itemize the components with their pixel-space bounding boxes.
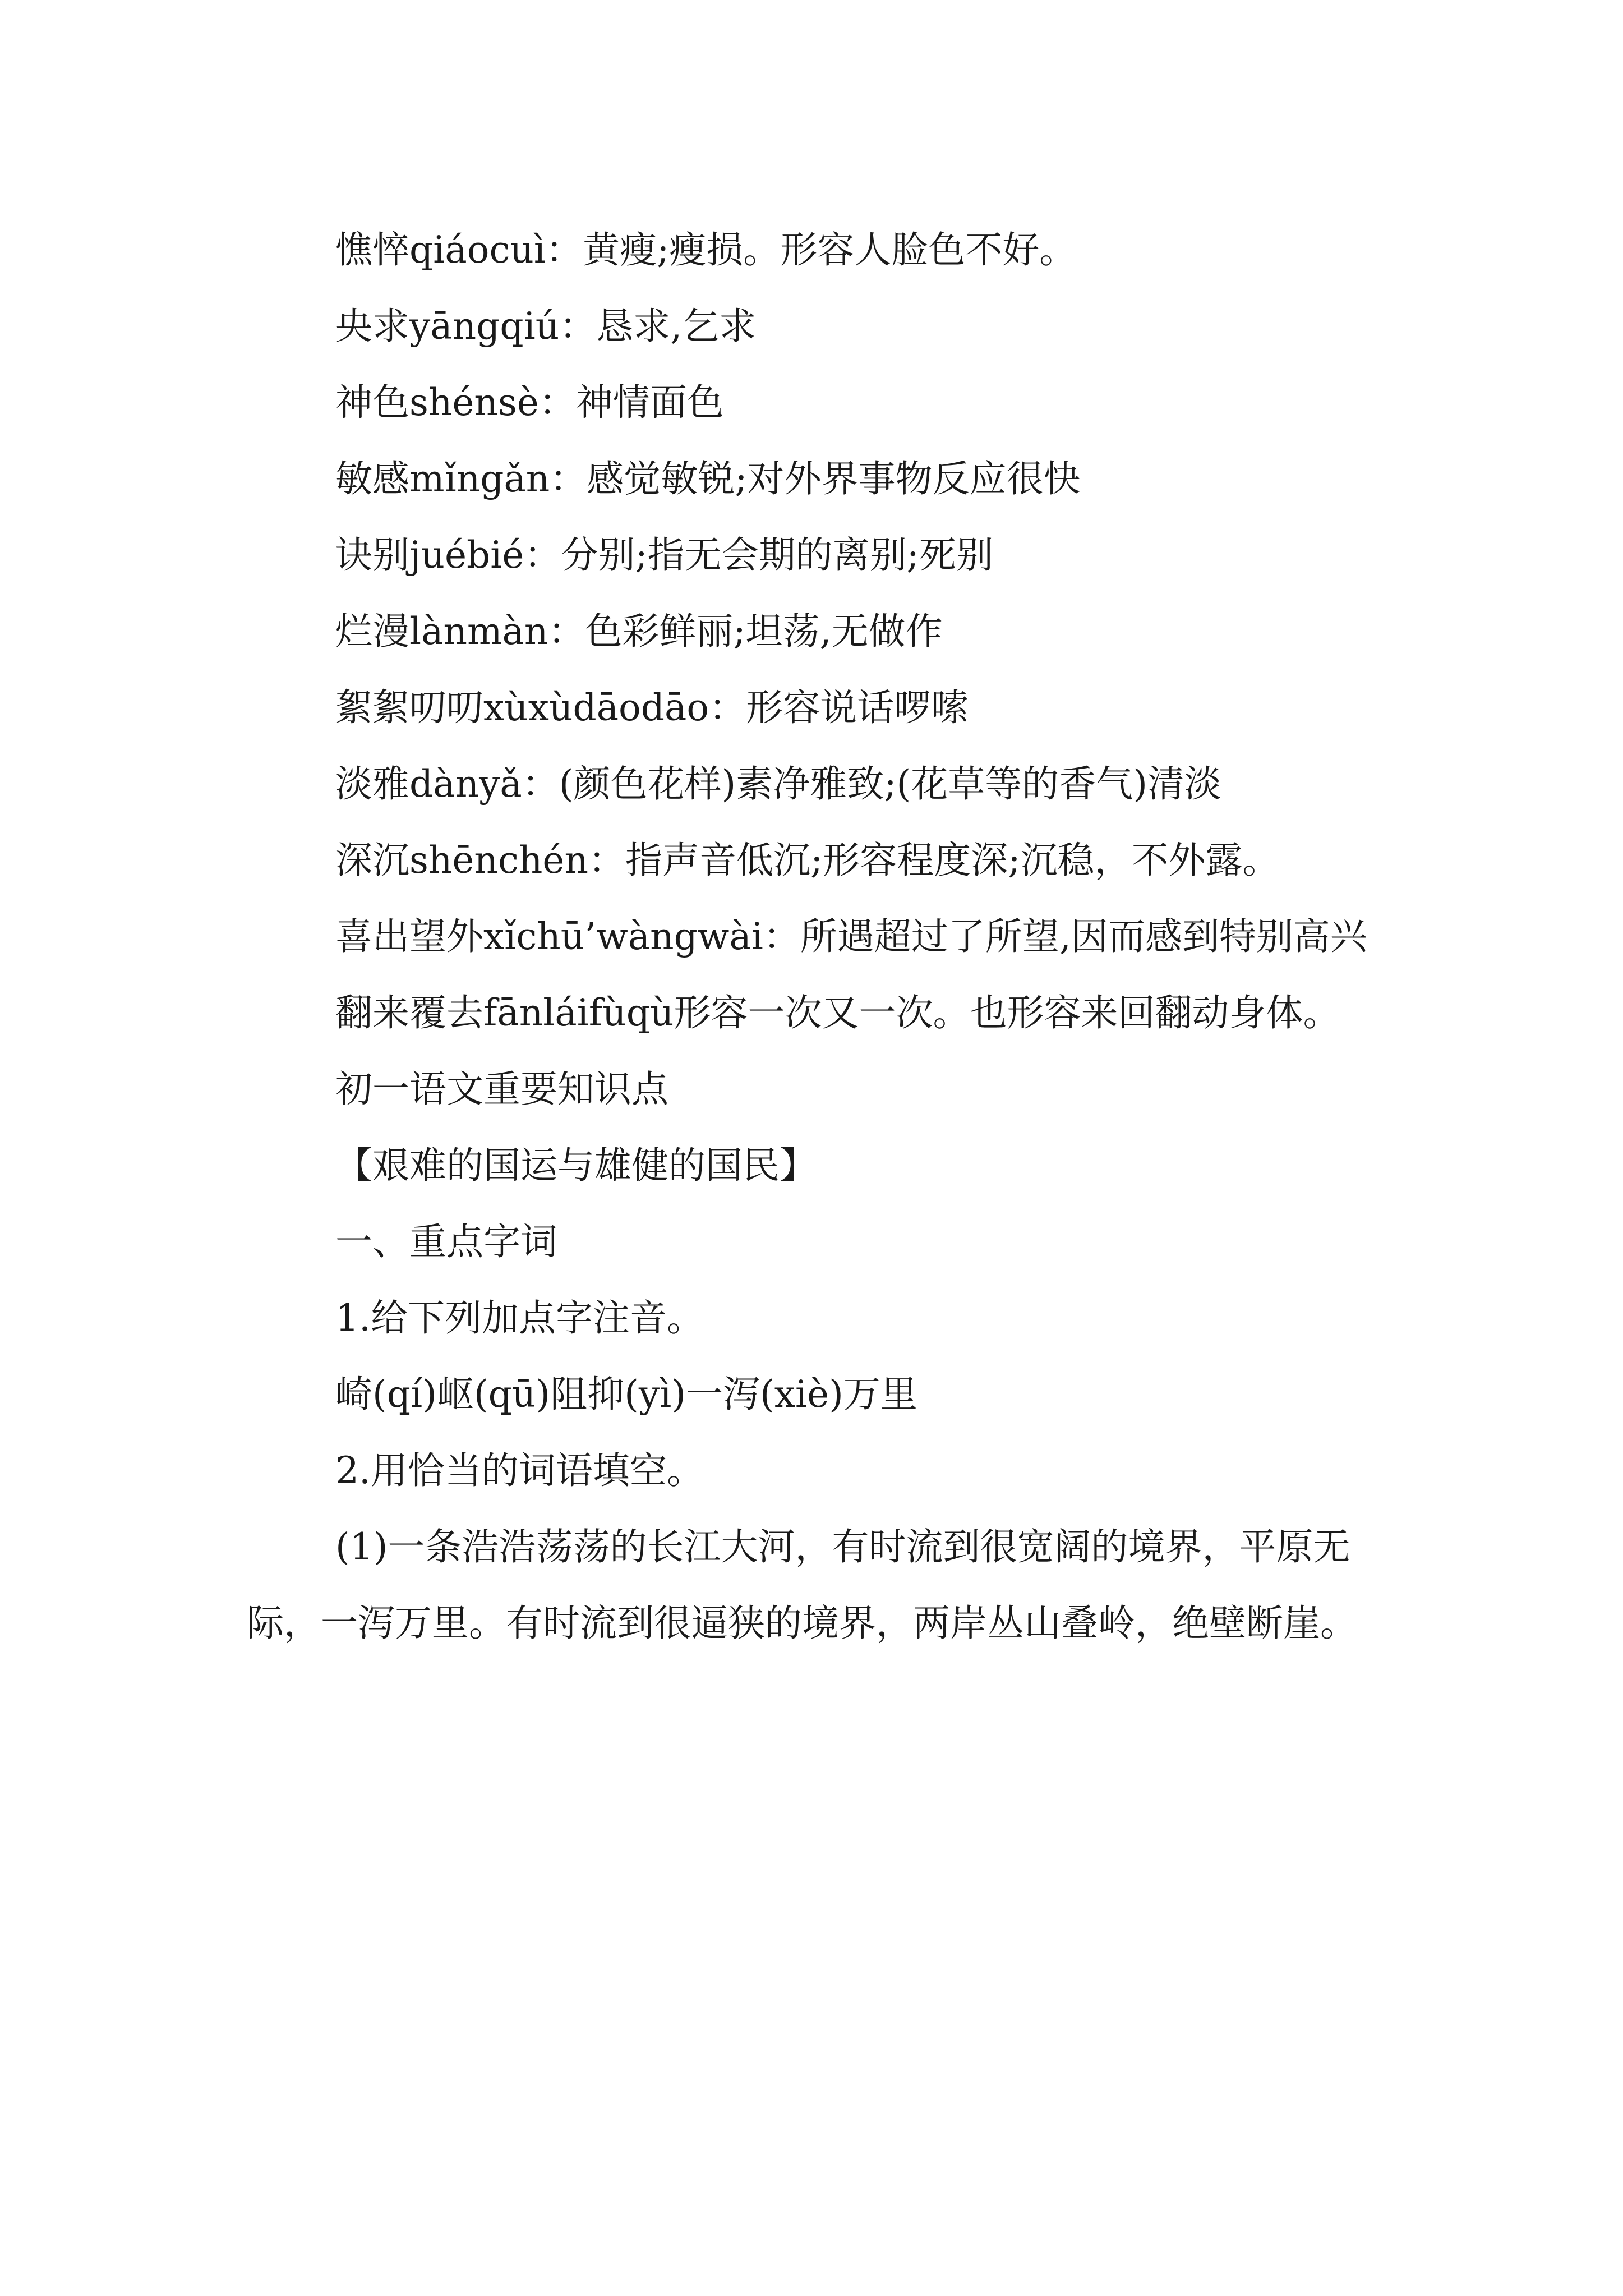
subsection-heading: 一、重点字词 xyxy=(335,1220,557,1263)
vocab-entry-lanman: 烂漫lànmàn：色彩鲜丽;坦荡,无做作 xyxy=(335,610,943,653)
exercise-prompt-2: 2.用恰当的词语填空。 xyxy=(335,1449,704,1492)
section-heading: 初一语文重要知识点 xyxy=(335,1068,668,1111)
vocab-entry-shenchen: 深沉shēnchén：指声音低沉;形容程度深;沉稳，不外露。 xyxy=(335,839,1280,882)
vocab-entry-danya: 淡雅dànyǎ：(颜色花样)素净雅致;(花草等的香气)清淡 xyxy=(335,762,1221,806)
vocab-entry-xichuwangwai: 喜出望外xǐchū’wàngwài：所遇超过了所望,因而感到特别高兴 xyxy=(335,915,1367,958)
vocab-entry-qiaocui: 憔悴qiáocuì：黄瘦;瘦损。形容人脸色不好。 xyxy=(335,228,1077,272)
exercise-answer-1: 崎(qí)岖(qū)阻抑(yì)一泻(xiè)万里 xyxy=(335,1373,917,1416)
vocab-entry-xuxudaodao: 絮絮叨叨xùxùdāodāo：形容说话啰嗦 xyxy=(335,686,969,729)
exercise-prompt-1: 1.给下列加点字注音。 xyxy=(335,1296,704,1340)
vocab-entry-mingan: 敏感mǐngǎn：感觉敏锐;对外界事物反应很快 xyxy=(335,457,1081,500)
document-body xyxy=(247,212,1402,1662)
vocab-entry-fanlaifuqu: 翻来覆去fānláifùqù形容一次又一次。也形容来回翻动身体。 xyxy=(335,991,1340,1034)
exercise-passage-1: (1)一条浩浩荡荡的长江大河，有时流到很宽阔的境界，平原无际，一泻万里。有时流到很逼狭的境界，两岸丛山叠岭，绝壁断崖。 xyxy=(247,1525,1357,1645)
vocab-entry-shense: 神色shénsè：神情面色 xyxy=(335,381,724,424)
vocab-entry-juebie: 诀别juébié：分别;指无会期的离别;死别 xyxy=(335,533,993,577)
lesson-title: 【艰难的国运与雄健的国民】 xyxy=(335,1144,817,1187)
vocab-entry-yangqiu: 央求yāngqiú：恳求,乞求 xyxy=(335,305,757,348)
